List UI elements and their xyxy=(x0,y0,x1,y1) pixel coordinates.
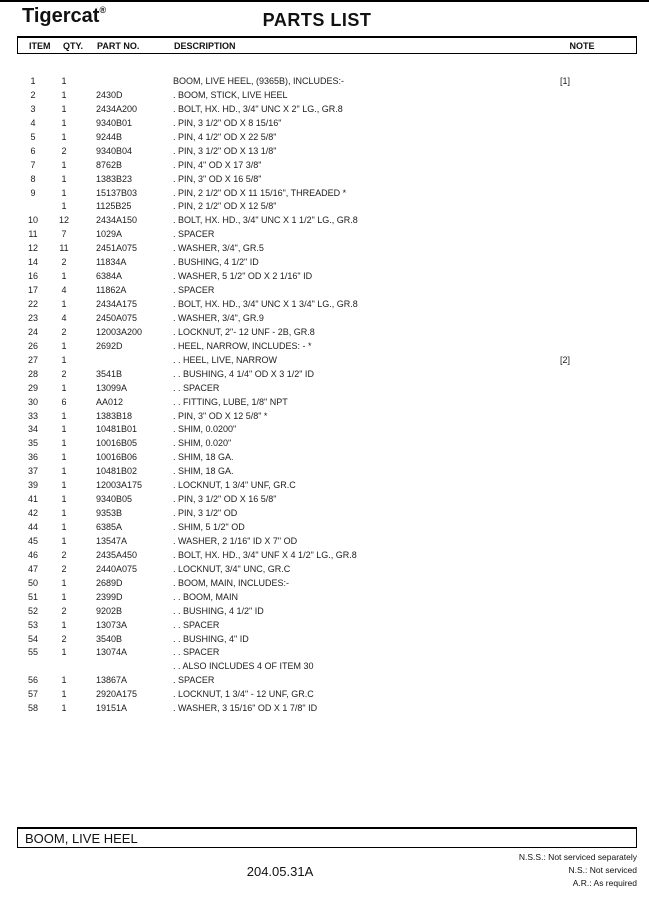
qty-cell: 2 xyxy=(61,368,67,379)
section-title: BOOM, LIVE HEEL xyxy=(25,831,138,846)
page-title: PARTS LIST xyxy=(262,10,372,30)
description-cell: . WASHER, 3/4", GR.5 xyxy=(173,243,264,254)
table-row xyxy=(17,479,637,493)
part-no-cell: 2440A075 xyxy=(96,563,138,574)
table-row xyxy=(17,173,637,187)
service-legend xyxy=(519,851,637,890)
part-no-cell: 2692D xyxy=(96,340,123,351)
legend-line-ar: A.R.: As required xyxy=(572,878,637,888)
part-no-cell: 2435A450 xyxy=(96,549,138,560)
part-no-cell: 2920A175 xyxy=(96,689,138,700)
item-cell: 57 xyxy=(27,689,38,700)
table-row xyxy=(17,465,637,479)
table-row xyxy=(17,103,637,117)
table-row xyxy=(17,633,637,647)
description-cell: . PIN, 3 1/2" OD X 16 5/8" xyxy=(173,494,277,505)
qty-cell: 4 xyxy=(61,285,67,296)
item-cell: 42 xyxy=(27,508,38,519)
item-cell: 41 xyxy=(27,494,38,505)
part-no-cell: 3540B xyxy=(96,633,123,644)
legend-line-ns: N.S.: Not serviced xyxy=(568,865,637,875)
qty-cell: 1 xyxy=(61,354,67,365)
item-cell: 37 xyxy=(27,466,38,477)
part-no-cell: 2399D xyxy=(96,591,123,602)
column-header-item: ITEM xyxy=(29,41,51,51)
item-cell: 46 xyxy=(27,549,38,560)
table-row xyxy=(17,200,637,214)
description-cell: . . SPACER xyxy=(173,647,220,658)
part-no-cell: 13073A xyxy=(96,619,128,630)
item-cell: 10 xyxy=(27,215,38,226)
description-cell: . SPACER xyxy=(173,675,215,686)
table-row xyxy=(17,326,637,340)
qty-cell: 1 xyxy=(61,159,67,170)
qty-cell: 1 xyxy=(61,340,67,351)
item-cell: 52 xyxy=(27,605,38,616)
part-no-cell: 1383B23 xyxy=(96,173,133,184)
part-no-cell: 2430D xyxy=(96,89,123,100)
qty-cell: 1 xyxy=(61,494,67,505)
item-cell: 9 xyxy=(30,187,36,198)
table-row xyxy=(17,660,637,674)
item-cell: 4 xyxy=(30,117,36,128)
part-no-cell: 2434A150 xyxy=(96,215,138,226)
description-cell: . . SPACER xyxy=(173,619,220,630)
description-cell: . SHIM, 0.0200" xyxy=(173,424,237,435)
table-row xyxy=(17,493,637,507)
table-row xyxy=(17,75,637,89)
qty-cell: 1 xyxy=(61,173,67,184)
part-no-cell: 2450A075 xyxy=(96,312,138,323)
table-row xyxy=(17,535,637,549)
table-row xyxy=(17,270,637,284)
table-row xyxy=(17,521,637,535)
qty-cell: 2 xyxy=(61,605,67,616)
legend-line-nss: N.S.S.: Not serviced separately xyxy=(518,852,637,862)
qty-cell: 1 xyxy=(61,591,67,602)
description-cell: . . BUSHING, 4" ID xyxy=(173,633,249,644)
table-row xyxy=(17,591,637,605)
item-cell: 12 xyxy=(27,243,38,254)
page-top-edge xyxy=(0,0,649,2)
note-cell: [2] xyxy=(560,354,571,365)
section-title-box xyxy=(17,827,637,848)
qty-cell: 1 xyxy=(61,619,67,630)
table-row xyxy=(17,228,637,242)
part-no-cell: 10016B05 xyxy=(96,438,138,449)
qty-cell: 1 xyxy=(61,508,67,519)
table-row xyxy=(17,256,637,270)
description-cell: . LOCKNUT, 3/4" UNC, GR.C xyxy=(173,563,291,574)
qty-cell: 1 xyxy=(61,410,67,421)
item-cell: 14 xyxy=(27,257,38,268)
item-cell: 55 xyxy=(27,647,38,658)
part-no-cell: 1125B25 xyxy=(96,201,132,212)
item-cell: 28 xyxy=(27,368,38,379)
qty-cell: 1 xyxy=(61,480,67,491)
qty-cell: 1 xyxy=(61,703,67,714)
part-no-cell: 2434A200 xyxy=(96,103,138,114)
item-cell: 24 xyxy=(27,326,38,337)
part-no-cell: 3541B xyxy=(96,368,123,379)
part-no-cell: 13074A xyxy=(96,647,128,658)
description-cell: . . BUSHING, 4 1/2" ID xyxy=(173,605,264,616)
table-row xyxy=(17,382,637,396)
qty-cell: 2 xyxy=(61,633,67,644)
part-no-cell: 1383B18 xyxy=(96,410,133,421)
table-row xyxy=(17,688,637,702)
table-row xyxy=(17,437,637,451)
qty-cell: 1 xyxy=(61,438,67,449)
table-row xyxy=(17,549,637,563)
item-cell: 54 xyxy=(27,633,38,644)
item-cell: 56 xyxy=(27,675,38,686)
qty-cell: 2 xyxy=(61,549,67,560)
description-cell: . . FITTING, LUBE, 1/8" NPT xyxy=(173,396,288,407)
qty-cell: 6 xyxy=(61,396,67,407)
qty-cell: 1 xyxy=(61,452,67,463)
qty-cell: 1 xyxy=(61,577,67,588)
item-cell: 58 xyxy=(27,703,38,714)
qty-cell: 1 xyxy=(61,89,67,100)
item-cell: 47 xyxy=(27,563,38,574)
description-cell: . PIN, 4 1/2" OD X 22 5/8" xyxy=(173,131,277,142)
qty-cell: 1 xyxy=(61,424,67,435)
description-cell: . BOLT, HX. HD., 3/4" UNC X 2" LG., GR.8 xyxy=(173,103,343,114)
table-row xyxy=(17,423,637,437)
table-row xyxy=(17,145,637,159)
description-cell: . BOLT, HX. HD., 3/4" UNC X 1 3/4" LG., GR.8 xyxy=(173,299,358,309)
item-cell: 3 xyxy=(30,103,36,114)
qty-cell: 2 xyxy=(61,563,67,574)
description-cell: . SHIM, 0.020" xyxy=(173,438,232,449)
table-row xyxy=(17,298,637,312)
item-cell: 29 xyxy=(27,382,38,393)
table-row xyxy=(17,131,637,145)
table-row xyxy=(17,340,637,354)
table-row xyxy=(17,284,637,298)
description-cell: . WASHER, 2 1/16" ID X 7" OD xyxy=(173,535,298,546)
description-cell: . PIN, 3" OD X 12 5/8" * xyxy=(173,410,268,421)
qty-cell: 2 xyxy=(61,145,67,156)
part-no-cell: 2434A175 xyxy=(96,299,138,309)
item-cell: 51 xyxy=(27,591,38,602)
item-cell: 36 xyxy=(27,452,38,463)
item-cell: 27 xyxy=(27,354,38,365)
description-cell: . SHIM, 5 1/2" OD xyxy=(173,522,245,532)
part-no-cell: 11862A xyxy=(96,285,127,296)
table-row xyxy=(17,396,637,410)
item-cell: 45 xyxy=(27,535,38,546)
qty-cell: 1 xyxy=(61,689,67,700)
description-cell: . WASHER, 3/4", GR.9 xyxy=(173,312,264,323)
qty-cell: 1 xyxy=(61,103,67,114)
item-cell: 22 xyxy=(27,299,38,309)
item-cell: 33 xyxy=(27,410,38,421)
item-cell: 34 xyxy=(27,424,38,435)
part-no-cell: 10481B01 xyxy=(96,424,138,435)
part-no-cell: AA012 xyxy=(96,396,124,407)
part-no-cell: 13099A xyxy=(96,382,128,393)
item-cell: 53 xyxy=(27,619,38,630)
description-cell: . PIN, 3 1/2" OD X 8 15/16" xyxy=(173,117,282,128)
description-cell: . SHIM, 18 GA. xyxy=(173,452,234,463)
registered-trademark-mark: ® xyxy=(99,5,107,15)
table-row xyxy=(17,646,637,660)
qty-cell: 7 xyxy=(61,229,67,240)
part-no-cell: 9202B xyxy=(96,605,123,616)
qty-cell: 1 xyxy=(61,382,67,393)
description-cell: . SPACER xyxy=(173,285,215,296)
part-no-cell: 6384A xyxy=(96,271,123,282)
description-cell: . PIN, 3 1/2" OD xyxy=(173,508,238,519)
part-no-cell: 6385A xyxy=(96,522,123,532)
qty-cell: 1 xyxy=(61,201,67,212)
part-no-cell: 9353B xyxy=(96,508,123,519)
description-cell: . PIN, 3 1/2" OD X 13 1/8" xyxy=(173,145,277,156)
description-cell: . PIN, 4" OD X 17 3/8" xyxy=(173,159,262,170)
item-cell: 5 xyxy=(30,131,36,142)
description-cell: . . ALSO INCLUDES 4 OF ITEM 30 xyxy=(173,661,314,672)
table-row xyxy=(17,159,637,173)
qty-cell: 11 xyxy=(59,243,69,254)
qty-cell: 1 xyxy=(61,535,67,546)
table-row xyxy=(17,577,637,591)
table-row xyxy=(17,187,637,201)
item-cell: 7 xyxy=(30,159,36,170)
item-cell: 26 xyxy=(27,340,38,351)
description-cell: . . BUSHING, 4 1/4" OD X 3 1/2" ID xyxy=(173,368,314,379)
item-cell: 35 xyxy=(27,438,38,449)
qty-cell: 1 xyxy=(61,522,67,532)
part-no-cell: 13867A xyxy=(96,675,128,686)
part-no-cell: 19151A xyxy=(96,703,128,714)
table-row xyxy=(17,619,637,633)
part-no-cell: 9340B05 xyxy=(96,494,133,505)
item-cell: 17 xyxy=(27,285,38,296)
part-no-cell: 13547A xyxy=(96,535,128,546)
column-header-part-no: PART NO. xyxy=(97,41,140,51)
table-row xyxy=(17,702,637,716)
column-header-description: DESCRIPTION xyxy=(174,41,236,51)
description-cell: . PIN, 3" OD X 16 5/8" xyxy=(173,173,262,184)
qty-cell: 1 xyxy=(61,299,67,309)
item-cell: 30 xyxy=(27,396,38,407)
item-cell: 16 xyxy=(27,271,38,282)
table-row xyxy=(17,89,637,103)
qty-cell: 4 xyxy=(61,312,67,323)
qty-cell: 1 xyxy=(61,271,67,282)
description-cell: . . BOOM, MAIN xyxy=(173,591,239,602)
part-no-cell: 1029A xyxy=(96,229,123,240)
qty-cell: 1 xyxy=(61,647,67,658)
table-row xyxy=(17,451,637,465)
qty-cell: 1 xyxy=(61,675,67,686)
item-cell: 6 xyxy=(30,145,36,156)
table-row xyxy=(17,368,637,382)
item-cell: 23 xyxy=(27,312,38,323)
description-cell: . BOLT, HX. HD., 3/4" UNC X 1 1/2" LG., GR.8 xyxy=(173,215,358,226)
description-cell: . SPACER xyxy=(173,229,215,240)
description-cell: . WASHER, 5 1/2" OD X 2 1/16" ID xyxy=(173,271,313,282)
item-cell: 50 xyxy=(27,577,38,588)
description-cell: . SHIM, 18 GA. xyxy=(173,466,234,477)
description-cell: . WASHER, 3 15/16" OD X 1 7/8" ID xyxy=(173,703,318,714)
part-no-cell: 2451A075 xyxy=(96,243,138,254)
part-no-cell: 15137B03 xyxy=(96,187,138,198)
qty-cell: 2 xyxy=(61,257,67,268)
note-cell: [1] xyxy=(560,76,571,86)
part-no-cell: 2689D xyxy=(96,577,123,588)
logo-text: Tigercat xyxy=(22,5,100,27)
part-no-cell: 9340B04 xyxy=(96,145,133,156)
table-row xyxy=(17,410,637,424)
table-row xyxy=(17,312,637,326)
description-cell: . BUSHING, 4 1/2" ID xyxy=(173,257,259,268)
table-body xyxy=(17,75,637,716)
part-no-cell: 10016B06 xyxy=(96,452,138,463)
description-cell: . . SPACER xyxy=(173,382,220,393)
description-cell: . PIN, 2 1/2" OD X 11 15/16", THREADED * xyxy=(173,187,347,198)
table-row xyxy=(17,242,637,256)
item-cell: 8 xyxy=(30,173,36,184)
description-cell: . LOCKNUT, 2"- 12 UNF - 2B, GR.8 xyxy=(173,326,315,337)
part-no-cell: 8762B xyxy=(96,159,123,170)
description-cell: . BOLT, HX. HD., 3/4" UNF X 4 1/2" LG., GR.8 xyxy=(173,549,357,560)
item-cell: 39 xyxy=(27,480,38,491)
qty-cell: 1 xyxy=(61,466,67,477)
column-header-qty: QTY. xyxy=(63,41,84,51)
description-cell: . HEEL, NARROW, INCLUDES: - * xyxy=(173,340,312,351)
table-row xyxy=(17,214,637,228)
item-cell: 11 xyxy=(28,229,38,240)
item-cell: 44 xyxy=(27,522,38,532)
table-row xyxy=(17,117,637,131)
item-cell: 1 xyxy=(30,76,36,86)
item-cell: 2 xyxy=(30,89,36,100)
table-row xyxy=(17,674,637,688)
page-number: 204.05.31A xyxy=(246,864,314,879)
table-row xyxy=(17,507,637,521)
description-cell: . PIN, 2 1/2" OD X 12 5/8" xyxy=(173,201,277,212)
part-no-cell: 11834A xyxy=(96,257,127,268)
table-header xyxy=(17,36,637,54)
qty-cell: 12 xyxy=(58,215,69,226)
part-no-cell: 12003A175 xyxy=(96,480,143,491)
part-no-cell: 9244B xyxy=(96,131,123,142)
description-cell: . . HEEL, LIVE, NARROW xyxy=(173,354,278,365)
qty-cell: 1 xyxy=(61,117,67,128)
part-no-cell: 12003A200 xyxy=(96,326,143,337)
table-row xyxy=(17,563,637,577)
qty-cell: 1 xyxy=(61,76,67,86)
description-cell: . LOCKNUT, 1 3/4" UNF, GR.C xyxy=(173,480,296,491)
part-no-cell: 9340B01 xyxy=(96,117,133,128)
description-cell: . BOOM, STICK, LIVE HEEL xyxy=(173,89,288,100)
column-header-note: NOTE xyxy=(569,41,595,51)
qty-cell: 1 xyxy=(61,187,67,198)
qty-cell: 1 xyxy=(61,131,67,142)
description-cell: BOOM, LIVE HEEL, (9365B), INCLUDES:- xyxy=(173,76,345,86)
description-cell: . LOCKNUT, 1 3/4" - 12 UNF, GR.C xyxy=(173,689,314,700)
table-row xyxy=(17,605,637,619)
table-row xyxy=(17,354,637,368)
qty-cell: 2 xyxy=(61,326,67,337)
part-no-cell: 10481B02 xyxy=(96,466,138,477)
description-cell: . BOOM, MAIN, INCLUDES:- xyxy=(173,577,290,588)
